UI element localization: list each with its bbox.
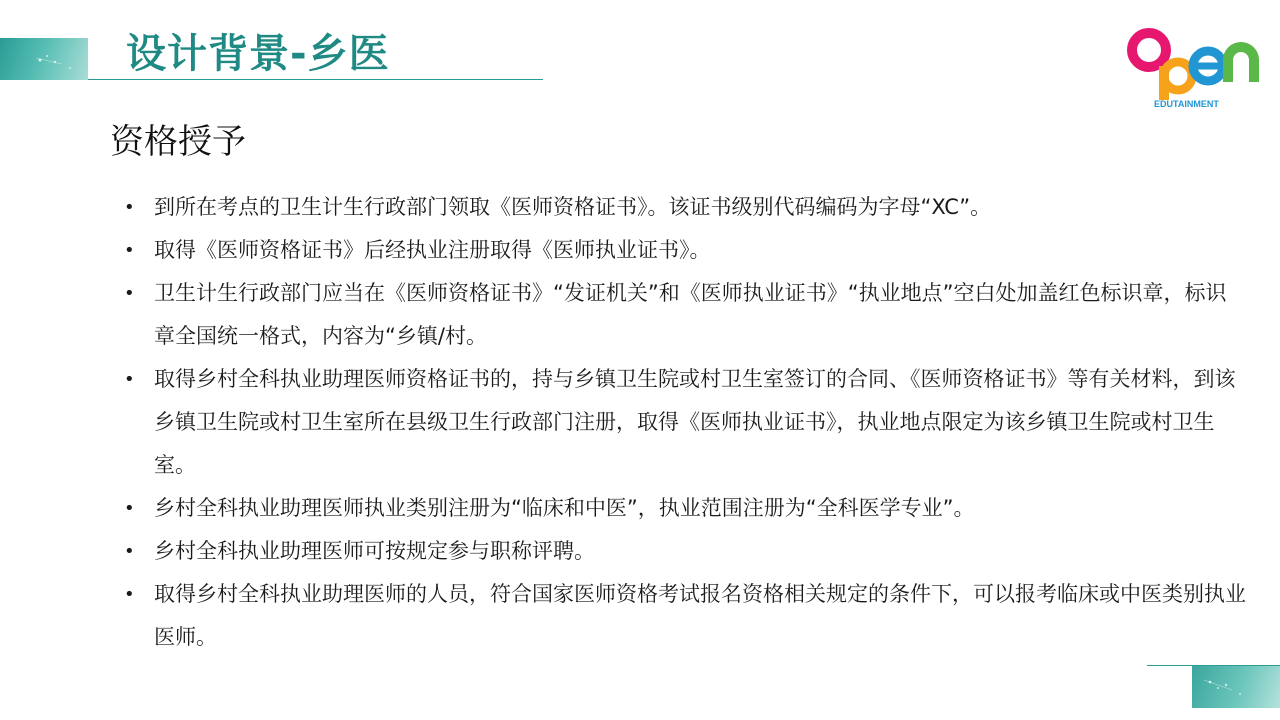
open-edutainment-logo [1124, 26, 1260, 110]
bullet-text: 乡村全科执业助理医师执业类别注册为“临床和中医”，执业范围注册为“全科医学专业”。 [154, 496, 975, 520]
list-item [116, 186, 1246, 229]
bullet-text: 取得《医师资格证书》后经执业注册取得《医师执业证书》。 [154, 238, 711, 262]
section-title: 资格授予 [110, 122, 246, 162]
list-item [116, 229, 1246, 272]
bullet-icon: • [124, 369, 135, 390]
bullet-icon: • [124, 498, 135, 519]
bullet-icon: • [124, 541, 135, 562]
bullet-icon: • [124, 240, 135, 261]
bullet-text: 取得乡村全科执业助理医师资格证书的，持与乡镇卫生院或村卫生室签订的合同、《医师资格证书》等有关材料，到该乡镇卫生院或村卫生室所在县级卫生行政部门注册，取得《医师执业证书》，执业地点限定为该乡镇卫生院或村卫生室。 [154, 367, 1236, 477]
bullet-icon: • [124, 283, 135, 304]
header-decoration [0, 38, 88, 80]
list-item [116, 358, 1246, 487]
bullet-list [116, 186, 1246, 659]
list-item [116, 487, 1246, 530]
logo-tagline: EDUTAINMENT [1154, 99, 1219, 109]
page-title: 设计背景-乡医 [126, 31, 390, 77]
bullet-text: 乡村全科执业助理医师可按规定参与职称评聘。 [154, 539, 595, 563]
bullet-text: 卫生计生行政部门应当在《医师资格证书》“发证机关”和《医师执业证书》“执业地点”空白处加盖红色标识章，标识章全国统一格式，内容为“乡镇/村。 [154, 281, 1227, 348]
list-item [116, 530, 1246, 573]
bullet-text: 取得乡村全科执业助理医师的人员，符合国家医师资格考试报名资格相关规定的条件下，可以报考临床或中医类别执业医师。 [154, 582, 1246, 649]
list-item [116, 573, 1246, 659]
footer-decoration [1192, 666, 1280, 708]
bullet-text: 到所在考点的卫生计生行政部门领取《医师资格证书》。该证书级别代码编码为字母“XC”。 [154, 195, 992, 219]
bullet-icon: • [124, 584, 135, 605]
list-item [116, 272, 1246, 358]
bullet-icon: • [124, 197, 135, 218]
